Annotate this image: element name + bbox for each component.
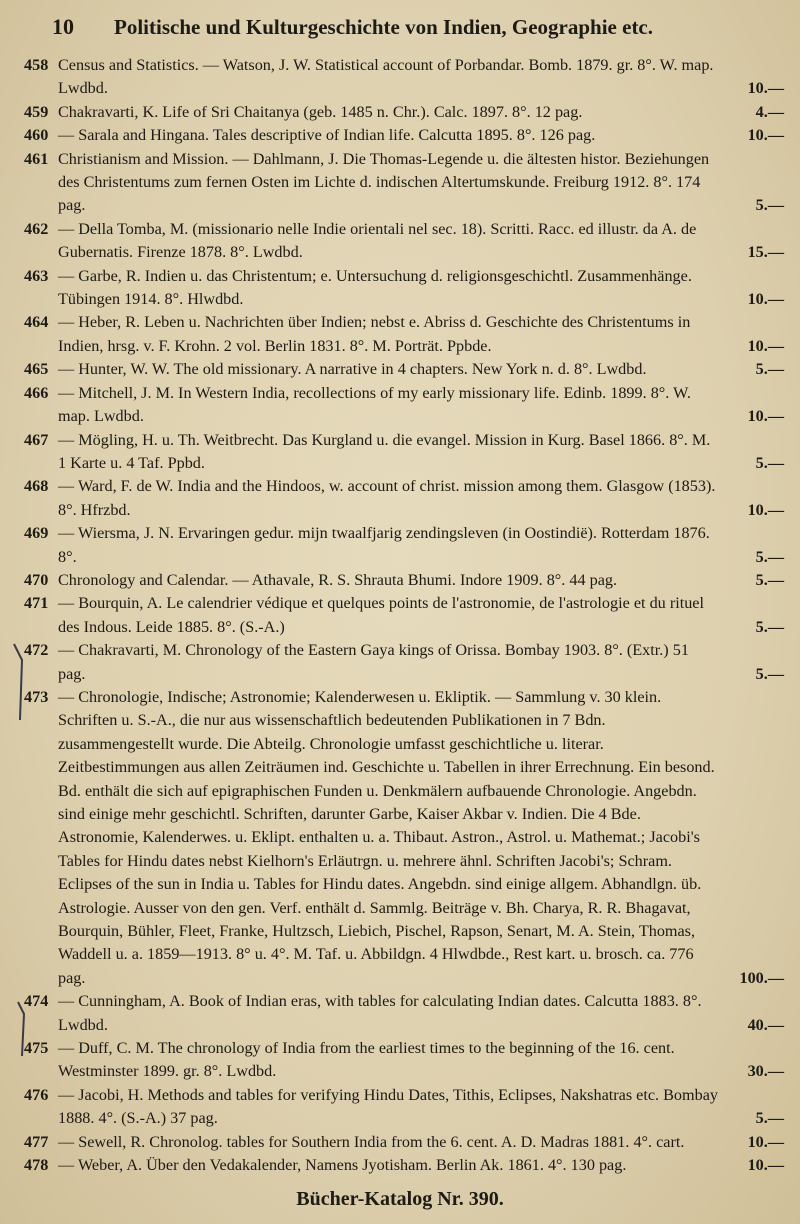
entry-number: 478	[24, 1156, 49, 1175]
catalog-entry	[24, 101, 784, 124]
entry-text: — Jacobi, H. Methods and tables for verifying Hindu Dates, Tithis, Eclipses, Nakshatras etc. Bombay 1888. 4°. (S.-A.) 37 pag.	[58, 1085, 718, 1128]
entry-price: 10.—	[747, 1132, 784, 1151]
entry-price: 4.—	[755, 102, 784, 121]
page-title: Politische und Kulturgeschichte von Indien, Geographie etc.	[114, 15, 654, 39]
catalog-entry	[24, 382, 784, 429]
entry-text: — Chakravarti, M. Chronology of the Eastern Gaya kings of Orissa. Bombay 1903. 8°. (Extr.) 51 pag.	[58, 641, 689, 683]
entry-body	[58, 124, 784, 147]
entry-price: 5.—	[755, 617, 784, 636]
catalog-entry	[24, 311, 784, 358]
entry-price: 15.—	[747, 243, 784, 262]
entry-text: — Chronologie, Indische; Astronomie; Kalenderwesen u. Ekliptik. — Sammlung v. 30 klein. Schriften u. S.-A., die nur aus wissenschaftlich bedeutenden Publikationen in 7 Bdn. zusammengestellt wurde. Die Abteilg. Chronologie umfasst geschichtliche u. literar. Zeitbestimmungen aus allen Zeiträumen ind. Geschichte u. Tabellen in ihrer Errechnung. Ein besond. Bd. enthält die sich auf epigraphischen Funden u. Denkmälern aufbauende Chronologie. Angebdn. sind einige mehr geschichtl. Schriften, darunter Garbe, Kaiser Akbar v. Indien. Die 4 Bde. Astronomie, Kalenderwes. u. Eklipt. enthalten u. a. Thibaut. Astron., Astrol. u. Mathemat.; Jacobi's Tables for Hindu dates nebst Kielhorn's Erläutrgn. u. mehrere ähnl. Schriften Jacobi's; Schram. Eclipses of the sun in India u. Tables for Hindu dates. Angebdn. sind einige allgem. Abhandlgn. üb. Astrologie. Ausser von den gen. Verf. enthält d. Sammlg. Beiträge v. Bh. Charya, R. R. Bhagavat, Bourquin, Bühler, Fleet, Franke, Hultzsch, Liebich, Pischel, Rapson, Senart, M. A. Stein, Thomas, Waddell u. a. 1859—1913. 8° u. 4°. M. Taf. u. Abbildgn. 4 Hlwdbde., Rest kart. u. brosch. ca. 776 pag.	[58, 687, 715, 987]
catalog-entry	[24, 1037, 784, 1084]
entry-number: 459	[24, 102, 49, 121]
catalog-entry	[24, 218, 784, 265]
entry-number: 476	[24, 1085, 49, 1104]
entry-text: Chakravarti, K. Life of Sri Chaitanya (geb. 1485 n. Chr.). Calc. 1897. 8°. 12 pag.	[58, 102, 583, 121]
entry-text: — Garbe, R. Indien u. das Christentum; e. Untersuchung d. religionsgeschichtl. Zusammenhänge. Tübingen 1914. 8°. Hlwdbd.	[58, 266, 692, 309]
entry-text: — Sewell, R. Chronolog. tables for Southern India from the 6. cent. A. D. Madras 1881. 4°. cart.	[58, 1132, 685, 1151]
entry-body	[58, 382, 784, 429]
entry-price: 5.—	[755, 1109, 784, 1128]
entry-price: 10.—	[747, 407, 784, 426]
catalog-entry	[24, 522, 784, 569]
catalog-entry	[24, 475, 784, 522]
entry-price: 10.—	[747, 126, 784, 145]
entry-text: — Mögling, H. u. Th. Weitbrecht. Das Kurgland u. die evangel. Mission in Kurg. Basel 1866. 8°. M. 1 Karte u. 4 Taf. Ppbd.	[58, 430, 711, 472]
entry-body	[58, 358, 784, 381]
catalog-entry	[24, 358, 784, 381]
entry-text: — Bourquin, A. Le calendrier védique et quelques points de l'astronomie, de l'astrologie et du rituel des Indous. Leide 1885. 8°. (S.-A.)	[58, 594, 704, 636]
page-number: 10	[52, 14, 74, 39]
entry-text: Chronology and Calendar. — Athavale, R. S. Shrauta Bhumi. Indore 1909. 8°. 44 pag.	[58, 570, 618, 589]
entry-text: Christianism and Mission. — Dahlmann, J. Die Thomas-Legende u. die ältesten histor. Beziehungen des Christentums zum fernen Osten im Lichte d. indischen Altertumskunde. Freiburg 1912. 8°. 174 pag.	[58, 149, 710, 215]
entry-body	[58, 1154, 784, 1177]
entry-text: Census and Statistics. — Watson, J. W. Statistical account of Porbandar. Bomb. 1879. gr. 8°. W. map. Lwdbd.	[58, 56, 714, 98]
entry-number: 460	[24, 126, 49, 145]
entry-price: 5.—	[755, 570, 784, 589]
entry-number: 472	[24, 641, 49, 660]
catalog-entry	[24, 686, 784, 990]
catalog-entry	[24, 639, 784, 686]
entry-text: — Mitchell, J. M. In Western India, recollections of my early missionary life. Edinb. 1899. 8°. W. map. Lwdbd.	[58, 383, 691, 426]
entry-text: — Sarala and Hingana. Tales descriptive of Indian life. Calcutta 1895. 8°. 126 pag.	[58, 126, 596, 145]
page-header	[52, 14, 692, 50]
entry-text: — Della Tomba, M. (missionario nelle Indie orientali nel sec. 18). Scritti. Racc. ed illustr. da A. de Gubernatis. Firenze 1878. 8°. Lwdbd.	[58, 219, 697, 262]
entry-number: 463	[24, 266, 49, 285]
entry-body	[58, 1037, 784, 1084]
entry-body	[58, 311, 784, 358]
entry-body	[58, 54, 784, 101]
catalog-footer: Bücher-Katalog Nr. 390.	[296, 1188, 504, 1210]
entry-body	[58, 639, 784, 686]
catalog-entry	[24, 990, 784, 1037]
entry-body	[58, 686, 784, 990]
entry-number: 475	[24, 1039, 49, 1058]
entry-body	[58, 1084, 784, 1131]
catalog-entry	[24, 148, 784, 218]
entry-price: 10.—	[747, 1156, 784, 1175]
catalog-entry	[24, 54, 784, 101]
entry-text: — Hunter, W. W. The old missionary. A narrative in 4 chapters. New York n. d. 8°. Lwdbd.	[58, 360, 647, 379]
entry-number: 465	[24, 360, 49, 379]
entry-price: 10.—	[747, 336, 784, 355]
catalog-entry	[24, 569, 784, 592]
entry-number: 466	[24, 383, 49, 402]
entry-number: 471	[24, 594, 49, 613]
entry-text: — Duff, C. M. The chronology of India from the earliest times to the beginning of the 16. cent. Westminster 1899. gr. 8°. Lwdbd.	[58, 1039, 675, 1081]
entry-number: 473	[24, 687, 49, 706]
entry-number: 464	[24, 313, 49, 332]
entry-text: — Heber, R. Leben u. Nachrichten über Indien; nebst e. Abriss d. Geschichte des Christentums in Indien, hrsg. v. F. Krohn. 2 vol. Berlin 1831. 8°. M. Porträt. Ppbde.	[58, 313, 691, 355]
entry-price: 100.—	[739, 968, 784, 987]
entry-text: — Wiersma, J. N. Ervaringen gedur. mijn twaalfjarig zendingsleven (in Oostindië). Rotterdam 1876. 8°.	[58, 524, 710, 566]
catalog-entry	[24, 265, 784, 312]
entry-text: — Weber, A. Über den Vedakalender, Namens Jyotisham. Berlin Ak. 1861. 4°. 130 pag.	[58, 1156, 627, 1175]
entry-body	[58, 569, 784, 592]
entry-number: 474	[24, 992, 49, 1011]
entry-number: 477	[24, 1132, 49, 1151]
entry-text: — Cunningham, A. Book of Indian eras, with tables for calculating Indian dates. Calcutta 1883. 8°. Lwdbd.	[58, 992, 702, 1034]
entry-number: 462	[24, 219, 49, 238]
entry-number: 468	[24, 477, 49, 496]
entry-price: 10.—	[747, 290, 784, 309]
catalog-entry	[24, 592, 784, 639]
entry-body	[58, 475, 784, 522]
entry-number: 467	[24, 430, 49, 449]
entry-price: 30.—	[747, 1062, 784, 1081]
entry-body	[58, 522, 784, 569]
entry-body	[58, 1131, 784, 1154]
entry-price: 5.—	[755, 664, 784, 683]
entry-price: 5.—	[755, 196, 784, 215]
entry-number: 469	[24, 524, 49, 543]
catalog-entries	[24, 54, 784, 1178]
entry-price: 40.—	[747, 1015, 784, 1034]
entry-body	[58, 592, 784, 639]
catalog-entry	[24, 429, 784, 476]
entry-body	[58, 265, 784, 312]
entry-price: 5.—	[755, 547, 784, 566]
catalog-entry	[24, 124, 784, 147]
entry-price: 10.—	[747, 500, 784, 519]
entry-body	[58, 101, 784, 124]
catalog-entry	[24, 1084, 784, 1131]
catalog-entry	[24, 1131, 784, 1154]
entry-number: 458	[24, 56, 49, 74]
entry-body	[58, 148, 784, 218]
entry-body	[58, 990, 784, 1037]
entry-number: 470	[24, 570, 49, 589]
entry-price: 5.—	[755, 453, 784, 472]
entry-text: — Ward, F. de W. India and the Hindoos, w. account of christ. mission among them. Glasgow (1853). 8°. Hfrzbd.	[58, 477, 716, 519]
entry-price: 10.—	[747, 79, 784, 98]
entry-body	[58, 429, 784, 476]
catalog-entry	[24, 1154, 784, 1177]
entry-number: 461	[24, 149, 49, 168]
entry-price: 5.—	[755, 360, 784, 379]
entry-body	[58, 218, 784, 265]
